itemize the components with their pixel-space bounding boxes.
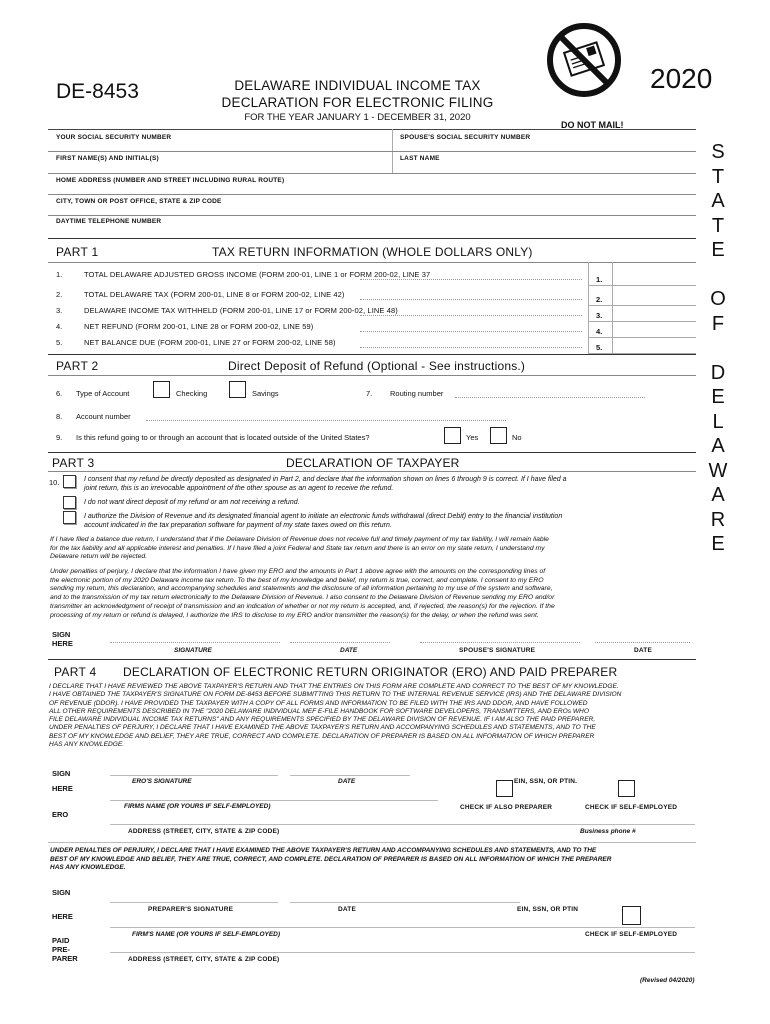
account-type-label: Type of Account [76,389,130,398]
preparer-firm-name-caption: FIRM'S NAME (OR YOURS IF SELF-EMPLOYED) [132,931,281,938]
taxpayer-perjury-statement [50,568,700,620]
side-letter [704,263,732,288]
first-name-label: FIRST NAME(S) AND INITIAL(S) [56,155,159,162]
routing-number-label: Routing number [390,389,444,398]
side-letter: A [711,435,725,457]
date-caption: DATE [340,647,358,654]
ero-declaration-line: BEST OF MY KNOWLEDGE AND BELIEF, THEY ARE TRUE, CORRECT AND COMPLETE. DECLARATION OF PREPARER IS BASED ON ALL INFORMATION OF WHICH PREPARER [49,732,595,740]
part1-box-number: 5. [596,343,603,352]
preparer-here-label: HERE [52,912,73,921]
side-letter: R [710,508,726,531]
ero-declaration-line: I DECLARE THAT I HAVE REVIEWED THE ABOVE TAXPAYER'S RETURN AND THAT THE ENTRIES ON THIS FORM ARE COMPLETE AND CORRECT TO THE BEST OF MY KNOWLEDGE. [49,683,619,690]
part1-line-text: NET BALANCE DUE (FORM 200-01, LINE 27 or FORM 200-02, LINE 58) [84,338,336,347]
yes-label: Yes [466,433,479,442]
line8-number: 8. [56,412,63,421]
divider [48,452,696,453]
part1-title: TAX RETURN INFORMATION (WHOLE DOLLARS ONLY) [212,245,533,259]
divider [48,129,696,130]
part1-amount-field[interactable] [588,321,696,322]
part1-line-leader [360,347,582,348]
do-not-mail-notice: DO NOT MAIL! [561,120,624,130]
city-label: CITY, TOWN OR POST OFFICE, STATE & ZIP CODE [56,198,222,205]
account-number-field[interactable] [146,420,506,421]
ero-declaration-line: UNDER PENALTIES OF PERJURY, I DECLARE THAT I HAVE EXAMINED THE ABOVE TAXPAYER'S RETURN AND ACCOMPANYING SCHEDULES AND STATEMENTS, AND TO THE [49,724,596,732]
preparer-firm-name-field[interactable] [110,927,695,928]
check-also-preparer-label: CHECK IF ALSO PREPARER [460,804,553,811]
preparer-signature-caption: PREPARER'S SIGNATURE [148,906,234,913]
state-of-delaware-vertical [704,140,732,557]
debit-line-2: account indicated in the tax preparation software for payment of my state taxes owed on this return. [84,521,392,529]
part4-title: DECLARATION OF ELECTRONIC RETURN ORIGINATOR (ERO) AND PAID PREPARER [123,665,618,679]
part1-line-number: 5. [56,338,63,347]
perjury-line: processing of my return or refund is delayed, I authorize the IRS to disclose to my ERO and/or transmitter the reason(s) for the delay, or when the refund was sent. [50,611,539,619]
check-self-employed-label: CHECK IF SELF-EMPLOYED [585,804,678,811]
part2-title: Direct Deposit of Refund (Optional - See instructions.) [228,359,526,373]
no-label: No [512,433,522,442]
preparer-signature-field[interactable] [110,902,278,903]
side-letter: T [711,214,725,237]
balance-due-line: for the tax liability and all applicable interest and penalties. If I have filed a joint Federal and State tax return and there is an error on my state return, I understand my [50,544,545,552]
preparer-address-field[interactable] [110,952,695,953]
side-letter: F [711,312,725,335]
no-mail-envelope-icon [546,22,622,98]
ero-declaration-line: OF REVENUE (DDOR). I HAVE PROVIDED THE TAXPAYER WITH A COPY OF ALL FORMS AND INFORMATION TO BE FILED WITH THE IRS AND DDOR, AND HAVE FOLLOWED [49,699,588,707]
no-checkbox[interactable] [490,427,507,444]
part1-amount-field[interactable] [588,305,696,306]
divider [612,262,613,354]
ero-signature-field[interactable] [110,775,278,776]
divider [48,238,696,239]
consent-deposit-text [84,476,567,493]
paid-text: PAID [52,936,70,945]
ero-ein-label: EIN, SSN, OR PTIN. [514,778,578,785]
form-year: 2020 [650,63,713,94]
part1-box-number: 4. [596,327,603,336]
ero-declaration-line: HAS ANY KNOWLEDGE. [49,741,125,749]
phone-label: DAYTIME TELEPHONE NUMBER [56,218,162,225]
part1-box-number: 1. [596,275,603,284]
ero-here-label: HERE [52,784,73,793]
ero-self-employed-checkbox[interactable] [618,780,635,797]
paid-preparer-label [52,936,78,963]
parer-text: PARER [52,954,78,963]
preparer-perjury-line: UNDER PENALTIES OF PERJURY, I DECLARE THAT I HAVE EXAMINED THE ABOVE TAXPAYER'S RETURN AND ACCOMPANYING SCHEDULES AND STATEMENTS, AND TO THE [50,847,597,854]
side-letter [704,336,732,361]
no-deposit-text: I do not want direct deposit of my refund or am not receiving a refund. [84,499,300,506]
ero-declaration [49,683,701,749]
signature-caption: SIGNATURE [174,647,212,654]
savings-checkbox[interactable] [229,381,246,398]
divider [48,194,696,195]
part1-label: PART 1 [56,245,99,259]
part4-label: PART 4 [54,665,97,679]
side-letter: T [711,165,725,188]
ero-firm-name-caption: FIRMS NAME (OR YOURS IF SELF-EMPLOYED) [124,803,271,810]
preparer-perjury-statement [50,847,700,873]
side-letter: O [710,288,726,310]
balance-due-line: If I have filed a balance due return, I understand that if the Delaware Division of Revenue does not receive full and timely payment of my tax liability, I will remain liable [50,536,549,543]
part1-box-number: 3. [596,311,603,320]
divider [48,471,696,472]
side-letter: E [711,533,725,555]
side-letter: L [712,410,724,433]
savings-label: Savings [252,389,279,398]
form-code: DE-8453 [56,80,139,103]
divider [48,173,696,174]
preparer-check-self-employed-label: CHECK IF SELF-EMPLOYED [585,931,678,938]
line7-number: 7. [366,389,373,398]
part1-line-leader [360,331,582,332]
ero-firm-name-field[interactable] [110,800,438,801]
perjury-line: and to the transmission of my tax return electronically to the Delaware Division of Revenue. I also consent to the Delaware Division of Revenue sending my ERO and/or [50,594,555,602]
spouse-signature-field[interactable] [420,642,580,643]
perjury-line: the electronic portion of my 2020 Delaware income tax return. To the best of my knowledge and belief, my return is true, correct, and complete. I consent to my ERO [50,576,544,584]
debit-authorization-checkbox[interactable] [63,511,76,524]
ero-declaration-line: FILE DELAWARE INDIVIDUAL INCOME TAX RETURNS" AND ANY REQUIREMENTS SPECIFIED BY THE DELAWARE DIVISION OF REVENUE. IF I AM ALSO THE PAID PREPARER, [49,716,596,724]
sign-text: SIGN [52,630,71,639]
part1-line-text: DELAWARE INCOME TAX WITHHELD (FORM 200-01, LINE 17 or FORM 200-02, LINE 48) [84,306,398,315]
foreign-account-question: Is this refund going to or through an account that is located outside of the United States? [76,433,370,442]
ero-label: ERO [52,810,69,819]
part1-line-text: TOTAL DELAWARE TAX (FORM 200-01, LINE 8 or FORM 200-02, LINE 42) [84,290,345,299]
title-line-1: DELAWARE INDIVIDUAL INCOME TAX [234,78,481,93]
preparer-perjury-line: HAS ANY KNOWLEDGE. [50,864,126,871]
form-title [205,77,510,111]
divider [588,262,589,354]
preparer-ein-label: EIN, SSN, OR PTIN [517,906,579,913]
revision-date: (Revised 04/2020) [640,977,695,984]
consent-deposit-checkbox[interactable] [63,475,76,488]
ero-date-field[interactable] [290,775,410,776]
divider [48,375,696,376]
form-subtitle: FOR THE YEAR JANUARY 1 - DECEMBER 31, 2020 [244,112,471,123]
line10-number: 10. [49,478,60,487]
debit-line-1: I authorize the Division of Revenue and its designated financial agent to initiate an electronic funds withdrawal (direct Debit) entry to the financial institution [84,513,563,520]
balance-due-statement [50,536,700,562]
divider [48,215,696,216]
divider [48,151,696,152]
side-letter: W [708,459,728,482]
part1-line-number: 3. [56,306,63,315]
side-letter: E [711,386,725,408]
side-letter: D [710,361,726,384]
also-preparer-checkbox[interactable] [496,780,513,797]
spouse-signature-caption: SPOUSE'S SIGNATURE [459,647,536,654]
part1-amount-field[interactable] [588,285,696,286]
perjury-line: Under penalties of perjury, I declare that the information I have given my ERO and the amounts in Part 1 above agree with the amounts on the corresponding lines of [50,568,546,575]
part1-line-leader [360,299,582,300]
side-letter: A [711,190,725,212]
spouse-date-field[interactable] [595,642,690,643]
part1-line-number: 4. [56,322,63,331]
part2-label: PART 2 [56,359,99,373]
preparer-date-caption: DATE [338,906,357,913]
consent-deposit-line-2: joint return, this is an irrevocable appointment of the other spouse as an agent to receive the refund. [84,484,394,492]
part3-title: DECLARATION OF TAXPAYER [286,456,460,470]
title-line-2: DECLARATION FOR ELECTRONIC FILING [221,95,494,110]
ero-declaration-line: I HAVE OBTAINED THE TAXPAYER'S SIGNATURE ON FORM DE-8453 BEFORE SUBMITTING THIS RETURN TO THE INTERNAL REVENUE SERVICE (IRS) AND THE DELAWARE DIVISION [49,691,622,699]
preparer-perjury-line: BEST OF MY KNOWLEDGE AND BELIEF, THEY ARE TRUE, CORRECT, AND COMPLETE. DECLARATION OF PREPARER IS BASED ON ALL INFORMATION OF WHICH THE PREPARER [50,855,612,863]
taxpayer-date-field[interactable] [290,642,390,643]
ero-address-field[interactable] [110,824,695,825]
preparer-self-employed-checkbox[interactable] [622,906,641,925]
part1-box-number: 2. [596,295,603,304]
part1-line-number: 2. [56,290,63,299]
divider [48,262,696,263]
part1-line-text: TOTAL DELAWARE ADJUSTED GROSS INCOME (FORM 200-01, LINE 1 or FORM 200-02, LINE 37 [84,270,431,279]
pre-text: PRE- [52,945,70,954]
part3-label: PART 3 [52,456,95,470]
side-letter: S [711,141,725,163]
ero-address-caption: ADDRESS (STREET, CITY, STATE & ZIP CODE) [128,828,280,835]
here-text: HERE [52,639,73,648]
side-letter: A [711,484,725,506]
ero-signature-caption: ERO'S SIGNATURE [132,778,192,785]
balance-due-line: Delaware return will be rejected. [50,553,148,561]
part1-amount-field[interactable] [588,337,696,338]
sign-here-label [52,630,73,648]
debit-authorization-text [84,513,562,530]
last-name-label: LAST NAME [400,155,440,162]
ero-date-caption: DATE [338,778,356,785]
account-number-label: Account number [76,412,131,421]
part1-line-number: 1. [56,270,63,279]
part1-line-text: NET REFUND (FORM 200-01, LINE 28 or FORM 200-02, LINE 59) [84,322,314,331]
ssn-label: YOUR SOCIAL SECURITY NUMBER [56,134,172,141]
routing-number-field[interactable] [455,397,645,398]
side-letter: E [711,239,725,261]
divider [48,354,696,355]
consent-deposit-line-1: I consent that my refund be directly deposited as designated in Part 2, and declare that the information shown on lines 6 through 9 is correct. If I have filed a [84,476,567,483]
divider [48,659,696,660]
address-label: HOME ADDRESS (NUMBER AND STREET INCLUDING RURAL ROUTE) [56,177,285,184]
no-deposit-checkbox[interactable] [63,496,76,509]
part1-line-leader [360,315,582,316]
ero-sign-label: SIGN [52,769,71,778]
line9-number: 9. [56,433,63,442]
spouse-ssn-label: SPOUSE'S SOCIAL SECURITY NUMBER [400,134,531,141]
line6-number: 6. [56,389,63,398]
spouse-date-caption: DATE [634,647,653,654]
ero-declaration-line: ALL OTHER REQUIREMENTS DESCRIBED IN THE "2020 DELAWARE INDIVIDUAL MEF E-FILE HANDBOOK FOR SOFTWARE DEVELOPERS, TRANSMITTERS, AND EROs WHO [49,707,589,715]
yes-checkbox[interactable] [444,427,461,444]
perjury-line: transmitter an acknowledgment of receipt of transmission and an indication of whether or not my return is accepted, and, if rejected, the reason(s) for the rejection. If the [50,602,555,610]
preparer-date-field[interactable] [290,902,520,903]
divider [48,842,696,843]
preparer-sign-label: SIGN [52,888,71,897]
part1-line-leader [360,279,582,280]
perjury-line: sending my return, this declaration, and accompanying schedules and statements and the disclosure of all information pertaining to my use of the system and software, [50,585,553,593]
taxpayer-signature-field[interactable] [110,642,280,643]
preparer-address-caption: ADDRESS (STREET, CITY, STATE & ZIP CODE) [128,956,280,963]
checking-label: Checking [176,389,208,398]
business-phone-caption: Business phone # [580,828,636,835]
checking-checkbox[interactable] [153,381,170,398]
